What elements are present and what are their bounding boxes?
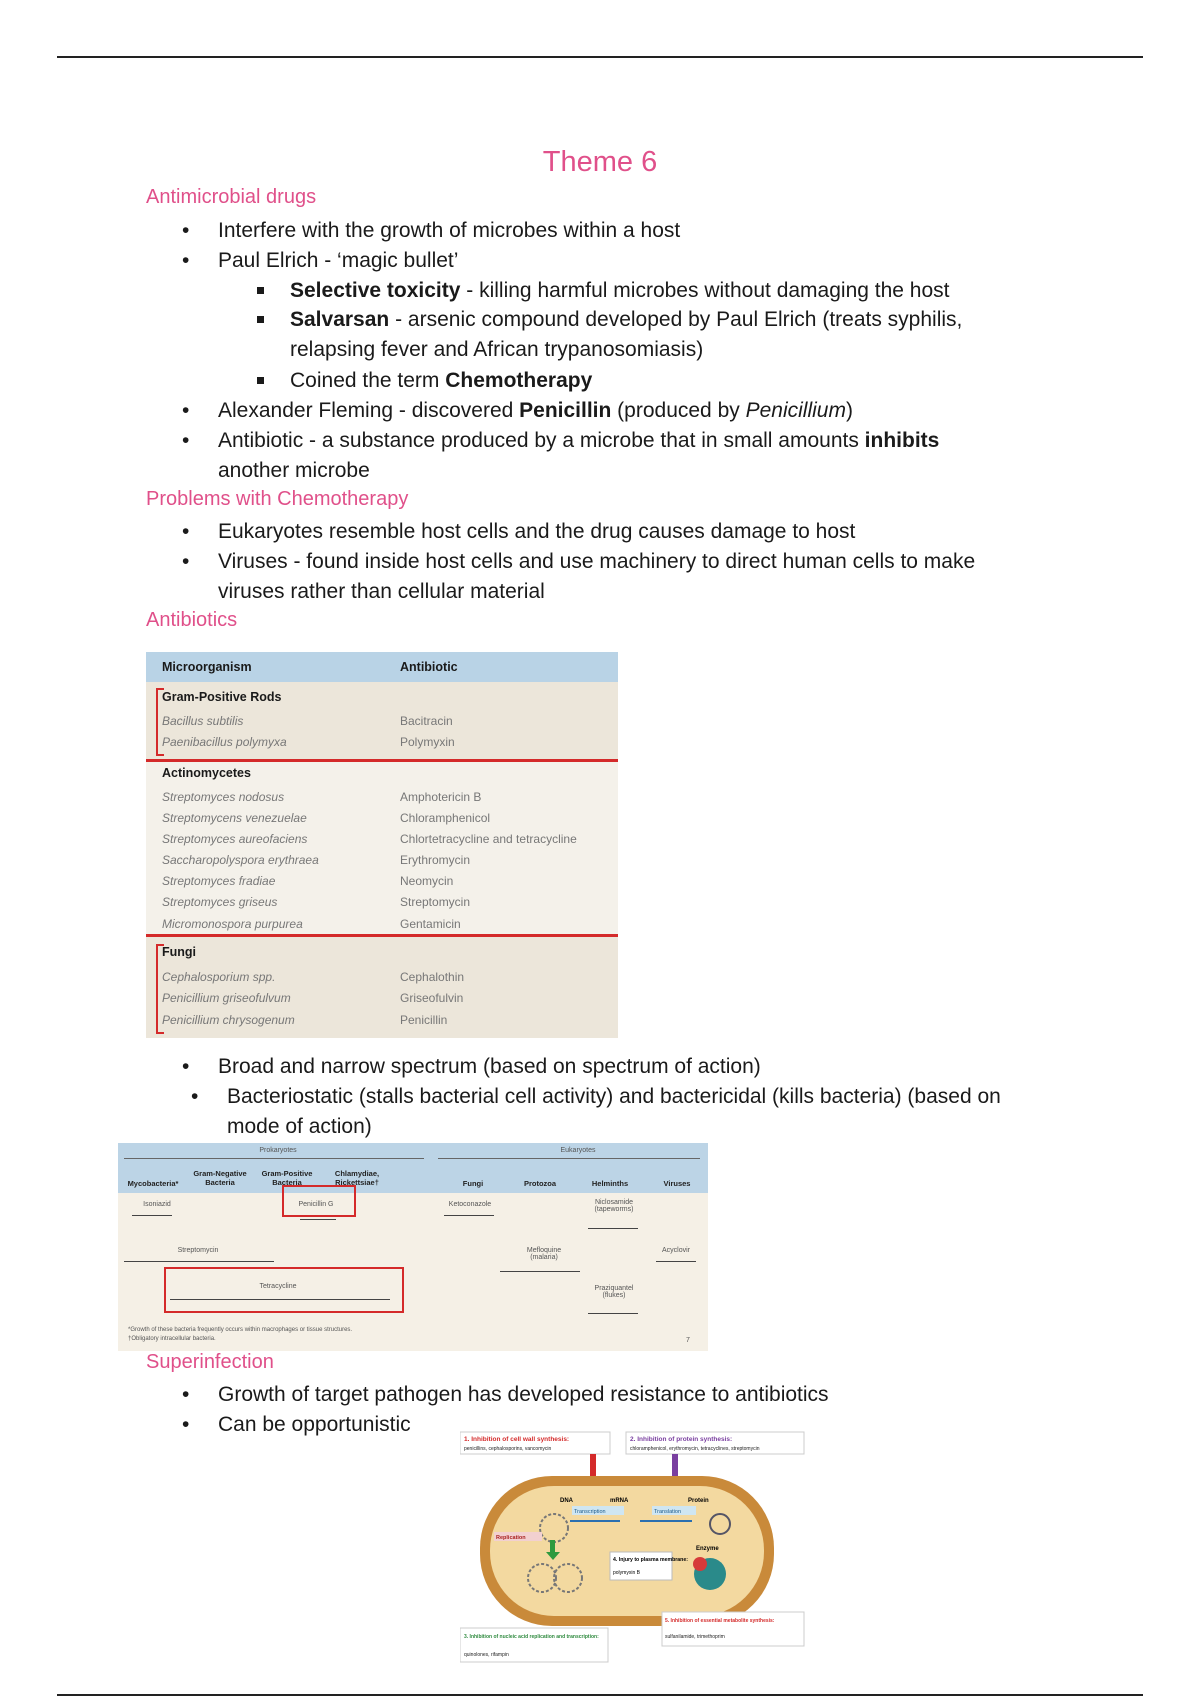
table-cell: Polymyxin	[400, 735, 455, 749]
group-bracket	[156, 688, 164, 756]
text: another microbe	[218, 459, 370, 482]
table-cell: Penicillium griseofulvum	[162, 991, 291, 1005]
bullet-text: Interfere with the growth of microbes within a host	[218, 219, 681, 242]
enzyme-label: Enzyme	[696, 1546, 719, 1552]
column-header: Microorganism	[162, 660, 252, 674]
bullet-text: Viruses - found inside host cells and use machinery to direct human cells to make viruses rather than cellular material	[218, 550, 976, 603]
definition: - arsenic compound developed by Paul Elrich (treats syphilis, relapsing fever and African trypanosomiasis)	[290, 308, 963, 361]
enzyme-substrate	[693, 1557, 707, 1571]
text: Alexander Fleming - discovered	[218, 399, 520, 422]
table-cell: Paenibacillus polymyxa	[162, 735, 287, 749]
heading-antibiotics: Antibiotics	[146, 609, 238, 631]
term: Salvarsan	[290, 308, 390, 331]
table-cell: Bacillus subtilis	[162, 714, 244, 728]
antibiotic-source-table	[146, 652, 618, 1038]
drug-label: Ketoconazole	[448, 1201, 492, 1208]
list-item	[218, 1052, 1048, 1082]
group-label-eukaryotes: Eukaryotes	[560, 1147, 596, 1154]
list-item	[218, 547, 1038, 607]
text: (produced by	[611, 399, 746, 422]
table-header	[146, 652, 618, 682]
dna-label: DNA	[560, 1498, 573, 1504]
text: Antibiotic - a substance produced by a microbe that in small amounts	[218, 429, 865, 452]
table-cell: Micromonospora purpurea	[162, 917, 303, 931]
transcription-label: Transcription	[574, 1509, 606, 1515]
bullet-text: Growth of target pathogen has developed resistance to antibiotics	[218, 1383, 829, 1406]
group-label: Actinomycetes	[162, 766, 251, 780]
range-arrow	[300, 1219, 336, 1220]
table-cell: Griseofulvin	[400, 991, 464, 1005]
drug-label: Niclosamide (tapeworms)	[594, 1199, 634, 1213]
protein-label: Protein	[688, 1498, 709, 1504]
divider	[438, 1158, 700, 1159]
heading-problems: Problems with Chemotherapy	[146, 488, 409, 510]
footnote: *Growth of these bacteria frequently occurs within macrophages or tissue structures.	[128, 1327, 353, 1333]
label-3-drugs: quinolones, rifampin	[464, 1652, 509, 1658]
page-title: Theme 6	[542, 146, 658, 178]
range-arrow	[444, 1215, 494, 1216]
page-number: 7	[686, 1337, 690, 1344]
range-arrow	[170, 1299, 390, 1300]
table-cell: Saccharopolyspora erythraea	[162, 853, 319, 867]
sub-list-item	[290, 366, 1030, 396]
organism: Penicillium	[745, 399, 846, 422]
heading-superinfection: Superinfection	[146, 1351, 274, 1373]
drug-label: Penicillin G	[298, 1201, 334, 1208]
definition: - killing harmful microbes without damaging the host	[460, 279, 950, 302]
replication-label: Replication	[496, 1535, 526, 1541]
column-label: Gram-Positive Bacteria	[261, 1169, 313, 1187]
table-cell: Cephalosporium spp.	[162, 970, 276, 984]
arrow-3	[550, 1540, 555, 1554]
range-arrow	[132, 1215, 172, 1216]
group-band	[146, 762, 618, 936]
cytoplasm	[490, 1486, 764, 1616]
range-arrow	[588, 1313, 638, 1314]
sub-list-item	[290, 276, 1030, 306]
column-label: Protozoa	[523, 1179, 557, 1188]
table-cell: Cephalothin	[400, 970, 465, 984]
bullet-text: Paul Elrich - ‘magic bullet’	[218, 249, 459, 272]
label-4: 4. Injury to plasma membrane:	[613, 1557, 688, 1563]
table-cell: Amphotericin B	[400, 790, 482, 804]
column-label: Fungi	[462, 1179, 484, 1188]
table-cell: Penicillium chrysogenum	[162, 1013, 295, 1027]
drug-label: Acyclovir	[661, 1247, 690, 1254]
term: inhibits	[864, 429, 940, 452]
spectrum-of-activity-figure	[118, 1143, 708, 1351]
divider	[146, 934, 618, 937]
drug-label: Tetracycline	[259, 1283, 297, 1290]
cell-illustration	[460, 1428, 805, 1666]
range-arrow	[656, 1261, 696, 1262]
label-4-drugs: polymyxin B	[613, 1570, 640, 1576]
label-5-drugs: sulfanilamide, trimethoprim	[665, 1634, 725, 1640]
column-header: Antibiotic	[400, 660, 458, 674]
arrow-1	[590, 1454, 596, 1478]
translation-label: Translation	[654, 1509, 682, 1515]
label-2-drugs: chloramphenicol, erythromycin, tetracyclines, streptomycin	[630, 1446, 760, 1452]
list-item	[218, 246, 1048, 276]
bullet-text: Bacteriostatic (stalls bacterial cell activity) and bactericidal (kills bacteria) (based on mode of action)	[227, 1085, 1001, 1138]
drug-label: Mefloquine (malaria)	[526, 1247, 562, 1261]
sub-list-item	[290, 305, 990, 365]
table-cell: Gentamicin	[400, 917, 461, 931]
table-cell: Chlortetracycline and tetracycline	[400, 832, 577, 846]
mrna-label: mRNA	[610, 1498, 629, 1504]
table-cell: Neomycin	[400, 874, 454, 888]
table-cell: Penicillin	[400, 1013, 448, 1027]
column-label: Gram-Negative Bacteria	[193, 1169, 247, 1187]
column-label: Helminths	[591, 1179, 629, 1188]
drug-label: Isoniazid	[143, 1201, 171, 1208]
drug-label: Praziquantel (flukes)	[594, 1285, 634, 1299]
group-label-prokaryotes: Prokaryotes	[259, 1147, 297, 1154]
divider	[124, 1158, 424, 1159]
list-item	[218, 216, 1048, 246]
table-cell: Streptomyces nodosus	[162, 790, 285, 804]
bullet-text: Broad and narrow spectrum (based on spectrum of action)	[218, 1055, 761, 1078]
table-cell: Streptomyces aureofaciens	[162, 832, 308, 846]
highlight-box	[164, 1267, 404, 1313]
label-1-drugs: penicillins, cephalosporins, vancomycin	[464, 1446, 552, 1452]
list-item	[227, 1082, 1057, 1142]
label-3: 3. Inhibition of nucleic acid replication and transcription:	[464, 1634, 599, 1640]
label-2: 2. Inhibition of protein synthesis:	[630, 1436, 733, 1443]
text: Coined the term	[290, 369, 446, 392]
column-label: Chlamydiae, Rickettsiae†	[334, 1169, 380, 1187]
term: Chemotherapy	[445, 369, 593, 392]
table-cell: Streptomycens venezuelae	[162, 811, 307, 825]
term: Penicillin	[519, 399, 612, 422]
group-bracket	[156, 944, 164, 1034]
bullet-text: Can be opportunistic	[218, 1413, 411, 1436]
table-cell: Streptomyces griseus	[162, 895, 278, 909]
bullet-text: Eukaryotes resemble host cells and the drug causes damage to host	[218, 520, 856, 543]
table-cell: Chloramphenicol	[400, 811, 491, 825]
text: )	[845, 399, 853, 422]
bottom-rule	[57, 1694, 1143, 1696]
footnote: †Obligatory intracellular bacteria.	[128, 1336, 216, 1342]
table-cell: Bacitracin	[400, 714, 453, 728]
term: Selective toxicity	[290, 279, 461, 302]
range-arrow	[124, 1261, 274, 1262]
table-cell: Streptomycin	[400, 895, 471, 909]
drug-target-diagram	[460, 1428, 805, 1666]
list-item	[218, 517, 1048, 547]
list-item	[218, 426, 988, 486]
top-rule	[57, 56, 1143, 58]
range-arrow	[500, 1271, 580, 1272]
list-item	[218, 1380, 1048, 1410]
column-label: Viruses	[663, 1179, 691, 1188]
group-label: Fungi	[162, 945, 197, 959]
group-label: Gram-Positive Rods	[162, 690, 282, 704]
table-cell: Erythromycin	[400, 853, 471, 867]
list-item	[218, 396, 1048, 426]
label-5: 5. Inhibition of essential metabolite synthesis:	[665, 1618, 775, 1624]
table-cell: Streptomyces fradiae	[162, 874, 276, 888]
label-1: 1. Inhibition of cell wall synthesis:	[464, 1436, 570, 1443]
column-label: Mycobacteria*	[127, 1179, 179, 1188]
heading-antimicrobial: Antimicrobial drugs	[146, 186, 317, 208]
range-arrow	[588, 1228, 638, 1229]
drug-label: Streptomycin	[177, 1247, 219, 1254]
